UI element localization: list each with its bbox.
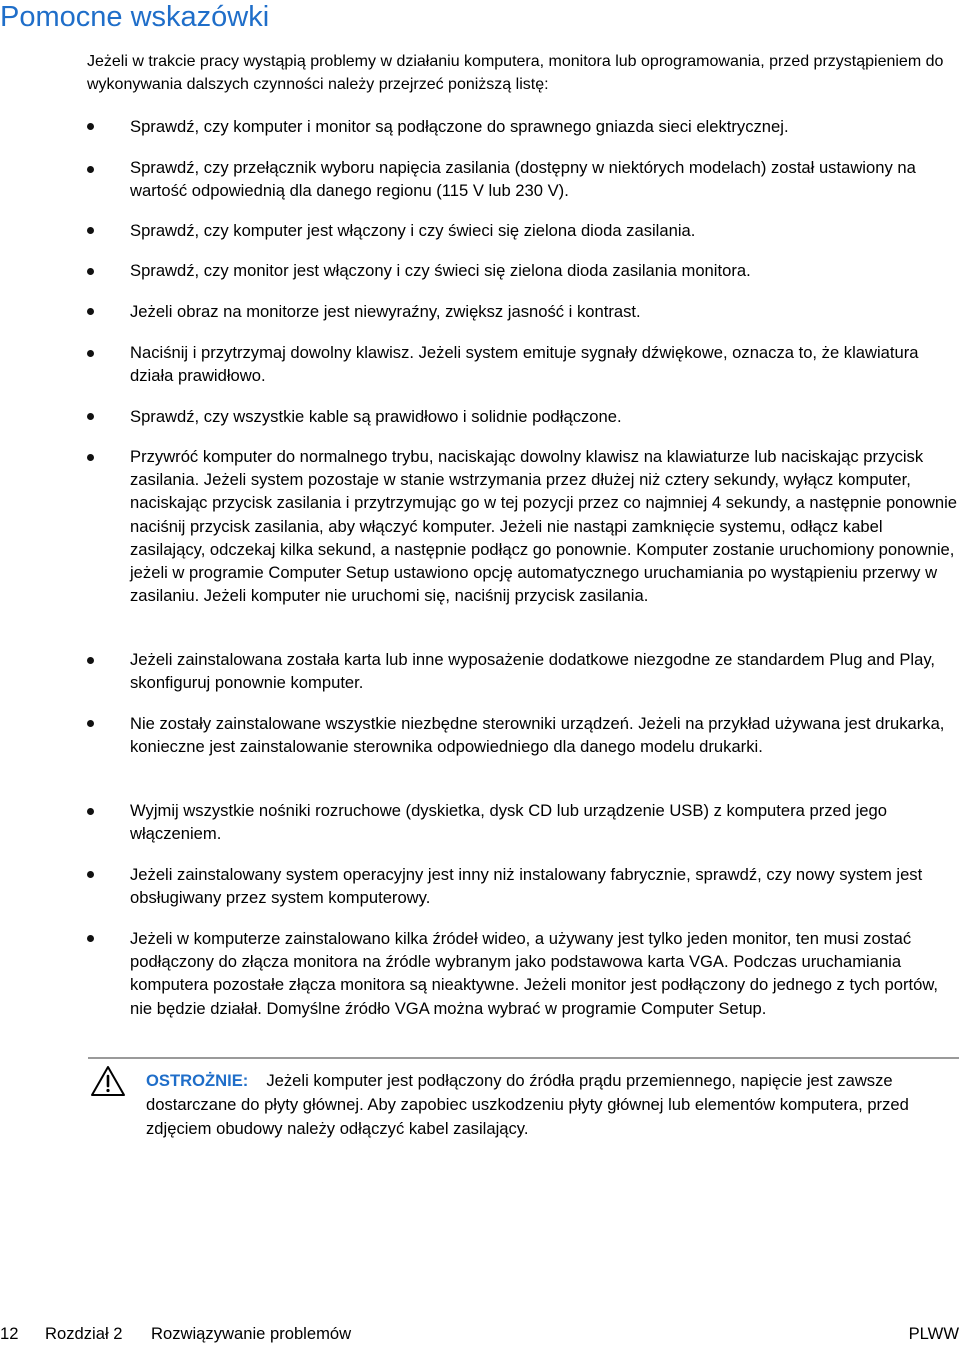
bullet-icon [87,308,94,315]
list-item: Nie zostały zainstalowane wszystkie niezbędne sterowniki urządzeń. Jeżeli na przykład używana jest drukarka, konieczne jest zainstalowanie sterownika odpowiedniego dla danego modelu drukarki. [130,714,945,757]
locale-code: PLWW [908,1324,959,1343]
intro-paragraph: Jeżeli w trakcie pracy wystąpią problemy w działaniu komputera, monitora lub oprogramowania, przed przystąpieniem do wykonywania dalszych czynności należy przejrzeć poniższą listę: [87,53,944,93]
bullet-icon [87,166,94,173]
warning-triangle-icon [90,1065,126,1097]
bullet-icon [87,808,94,815]
bullet-icon [87,350,94,357]
caution-label: OSTROŻNIE: [146,1071,249,1090]
bullet-icon [87,413,94,420]
list-item: Jeżeli obraz na monitorze jest niewyraźny, zwiększ jasność i kontrast. [130,302,641,321]
list-item: Sprawdź, czy wszystkie kable są prawidłowo i solidnie podłączone. [130,407,622,426]
list-item: Sprawdź, czy monitor jest włączony i czy świeci się zielona dioda zasilania monitora. [130,261,751,280]
bullet-icon [87,657,94,664]
bullet-icon [87,720,94,727]
list-item: Naciśnij i przytrzymaj dowolny klawisz. Jeżeli system emituje sygnały dźwiękowe, oznacza to, że klawiatura działa prawidłowo. [130,343,919,386]
bullet-icon [87,268,94,275]
caution-divider [88,1057,959,1059]
page-number: 12 [0,1324,19,1343]
caution-text: Jeżeli komputer jest podłączony do źródła prądu przemiennego, napięcie jest zawsze dostarczane do płyty głównej. Aby zapobiec uszkodzeniu płyty głównej lub elementów komputera, przed zdjęciem obudowy należy odłączyć kabel zasilający. [146,1071,909,1138]
page-title: Pomocne wskazówki [0,1,270,33]
caution-note [146,1069,959,1141]
section-title: Rozwiązywanie problemów [151,1324,352,1343]
list-item: Jeżeli zainstalowany system operacyjny jest inny niż instalowany fabrycznie, sprawdź, czy nowy system jest obsługiwany przez system komputerowy. [130,865,923,908]
bullet-icon [87,935,94,942]
bullet-icon [87,227,94,234]
chapter-label: Rozdział 2 [45,1324,123,1343]
list-item: Sprawdź, czy przełącznik wyboru napięcia zasilania (dostępny w niektórych modelach) został ustawiony na wartość odpowiednią dla danego regionu (115 V lub 230 V). [130,158,916,201]
list-item: Sprawdź, czy komputer i monitor są podłączone do sprawnego gniazda sieci elektrycznej. [130,117,789,136]
list-item: Sprawdź, czy komputer jest włączony i czy świeci się zielona dioda zasilania. [130,221,696,240]
list-item: Jeżeli w komputerze zainstalowano kilka źródeł wideo, a używany jest tylko jeden monitor, ten musi zostać podłączony do złącza monitora na źródle wybranym jako podstawowa karta VGA. Podczas uruchamiania komputera pozostałe złącza monitora są nieaktywne. Jeżeli monitor jest podłączony do jednego z tych portów, nie będzie działał. Domyślne źródło VGA można wybrać w programie Computer Setup. [130,929,938,1018]
list-item: Wyjmij wszystkie nośniki rozruchowe (dyskietka, dysk CD lub urządzenie USB) z komputera przed jego włączeniem. [130,801,887,844]
bullet-icon [87,454,94,461]
bullet-icon [87,123,94,130]
list-item: Przywróć komputer do normalnego trybu, naciskając dowolny klawisz na klawiaturze lub naciskając przycisk zasilania. Jeżeli system pozostaje w stanie wstrzymania przez dłużej niż cztery sekundy, wyłącz komputer, naciskając przycisk zasilania i przytrzymując go w tej pozycji przez co najmniej 4 sekundy, a następnie ponownie naciśnij przycisk zasilania, aby włączyć komputer. Jeżeli nie nastąpi zamknięcie systemu, odłącz kabel zasilający, odczekaj kilka sekund, a następnie podłącz go ponownie. Komputer zostanie uruchomiony ponownie, jeżeli w programie Computer Setup ustawiono opcję automatycznego uruchamiania po wystąpieniu przerwy w zasilaniu. Jeżeli komputer nie uruchomi się, naciśnij przycisk zasilania. [130,447,957,606]
bullet-icon [87,871,94,878]
list-item: Jeżeli zainstalowana została karta lub inne wyposażenie dodatkowe niezgodne ze standardem Plug and Play, skonfiguruj ponownie komputer. [130,650,935,693]
